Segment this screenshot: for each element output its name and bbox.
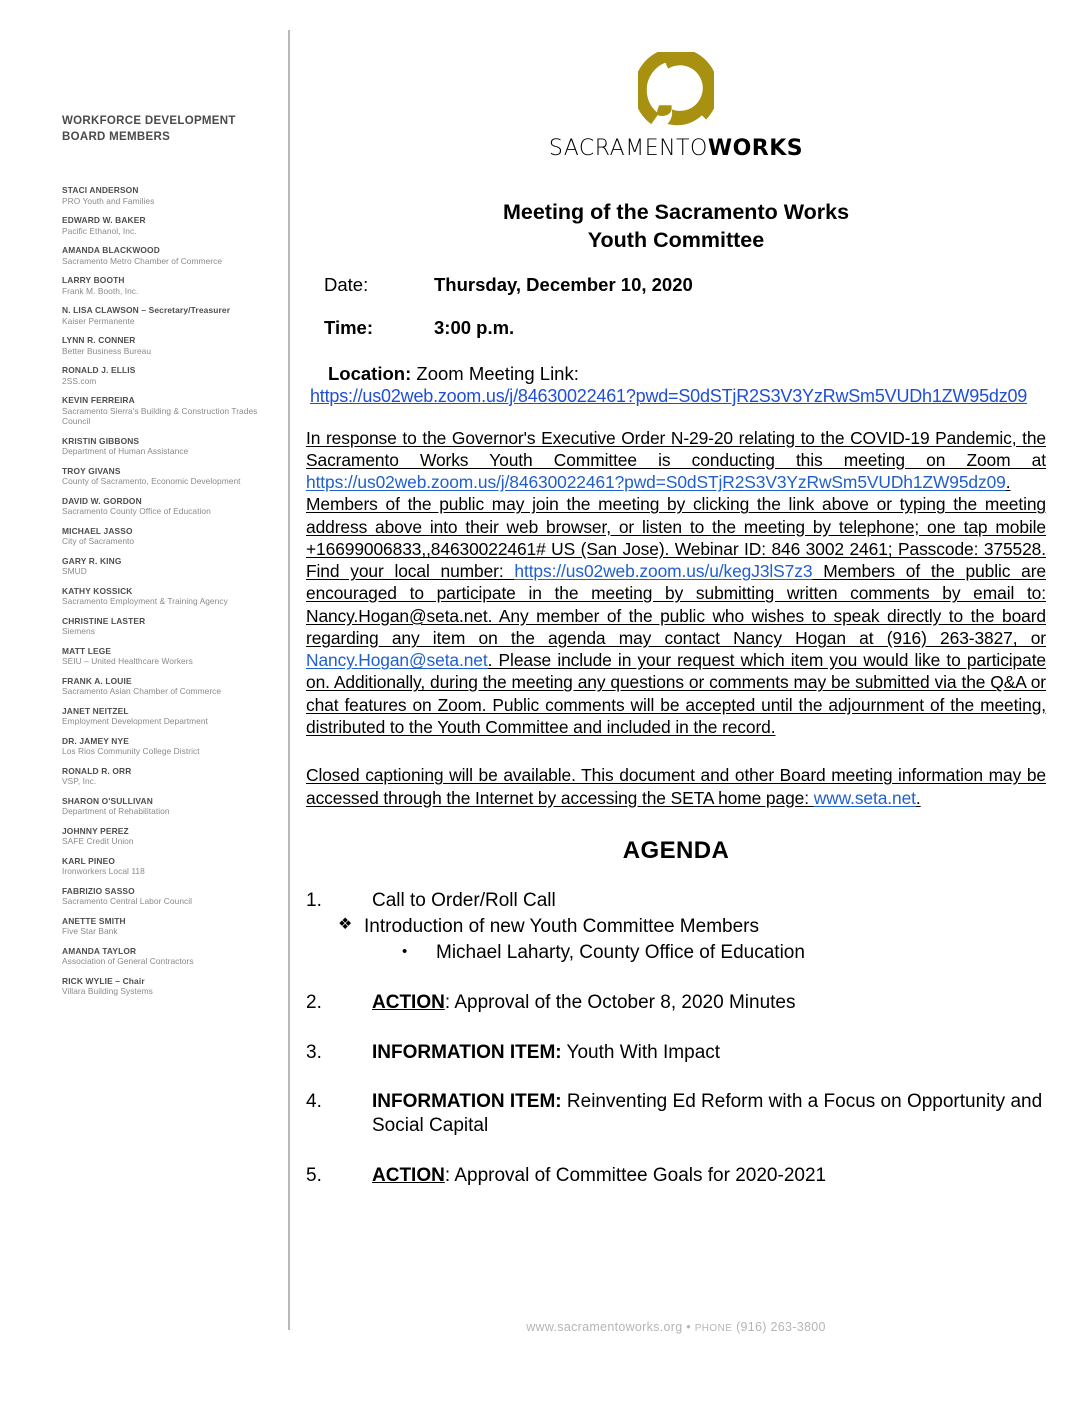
footer-website: www.sacramentoworks.org [526,1320,683,1334]
captioning-text-a: Closed captioning will be available. This document and other Board meeting information may be accessed through the Internet by accessing the SETA home page: [306,765,1046,808]
board-member-org: VSP, Inc. [62,776,97,787]
board-member [62,856,280,877]
board-member-org: County of Sacramento, Economic Development [62,476,241,487]
agenda-item [306,1164,1046,1188]
board-member-name: FABRIZIO SASSO [62,885,135,896]
agenda-item [306,991,1046,1015]
page-footer [306,1320,1046,1334]
board-member-org: SAFE Credit Union [62,836,134,847]
board-member-name: RONALD J. ELLIS [62,365,136,376]
agenda-item-kicker: ACTION [372,1165,445,1187]
board-members-list [62,185,280,997]
agenda-item-text [338,889,1046,965]
zoom-meeting-link[interactable]: https://us02web.zoom.us/j/84630022461?pwd=S0dSTjR2S3V3YzRwSm5VUDh1ZW95dz09 [310,385,1028,406]
vertical-divider [288,30,290,1330]
agenda-subsubitem [402,941,1046,965]
agenda-item-description: Call to Order/Roll Call [372,889,556,911]
board-member [62,886,280,907]
agenda-heading: AGENDA [622,836,730,864]
board-member-name: KEVIN FERREIRA [62,395,135,406]
board-member-org: Siemens [62,626,95,637]
board-member-name: DR. JAMEY NYE [62,735,129,746]
meeting-info-block [306,276,1046,405]
board-member-org: Ironworkers Local 118 [62,866,145,877]
logo-wordmark [306,134,1046,161]
agenda-item [306,889,1046,965]
meeting-location-label: Location: [328,363,412,385]
zoom-link-inline-1[interactable]: https://us02web.zoom.us/j/84630022461?pwd=S0dSTjR2S3V3YzRwSm5VUDh1ZW95dz09 [306,472,1006,493]
board-member-name: LYNN R. CONNER [62,335,136,346]
board-member-name: AMANDA BLACKWOOD [62,245,160,256]
meeting-time-row [324,316,1046,338]
agenda-list [306,889,1046,1189]
meeting-date-row [324,276,1046,295]
board-member-org: SMUD [62,566,87,577]
board-member-name: RICK WYLIE – Chair [62,975,145,986]
board-member-org: Sacramento Metro Chamber of Commerce [62,255,223,266]
board-member [62,736,280,757]
meeting-date-label: Date: [324,274,369,296]
board-member [62,706,280,727]
board-member-org: SEIU – United Healthcare Workers [62,656,193,667]
board-member-org: Pacific Ethanol, Inc. [62,225,137,236]
board-member [62,275,280,296]
board-member [62,305,280,326]
board-member [62,586,280,607]
agenda-item-text [372,1090,1046,1138]
board-member [62,916,280,937]
board-member [62,466,280,487]
board-member-name: ANETTE SMITH [62,915,126,926]
diamond-bullet-icon: ❖ [338,915,353,933]
board-member [62,826,280,847]
footer-separator: • [686,1320,691,1334]
agenda-item [306,1090,1046,1138]
board-member-name: MICHAEL JASSO [62,525,133,536]
board-member-name: RONALD R. ORR [62,765,132,776]
board-member [62,245,280,266]
board-member [62,676,280,697]
board-member-org: Sacramento Central Labor Council [62,896,193,907]
board-member-name: TROY GIVANS [62,465,121,476]
agenda-item-kicker: ACTION [372,991,445,1013]
seta-website-link[interactable]: www.seta.net [813,787,916,808]
board-member-org: Employment Development Department [62,716,208,727]
board-member-org: Sacramento County Office of Education [62,506,211,517]
agenda-item-description: Reinventing Ed Reform with a Focus on Opportunity and Social Capital [372,1091,1043,1137]
board-member-org: Five Star Bank [62,926,118,937]
board-members-sidebar [62,114,280,1006]
covid-notice-paragraph [306,427,1046,739]
board-member-name: LARRY BOOTH [62,275,125,286]
meeting-date-value: Thursday, December 10, 2020 [434,274,693,296]
notice-text-b: . Members of the public may join the meeting by clicking the link above or typing the meeting address above into their web browser, or listen to the meeting by telephone; one tap mobile +16699006833,,84630022461# US (San Jose). Webinar ID: 846 3002 2461; Passcode: 375528. Find your local number: [306,472,1046,582]
board-member-org: 2SS.com [62,375,97,386]
meeting-time-value: 3:00 p.m. [434,316,515,338]
agenda-item-number: 4. [306,1091,322,1113]
agenda-item [306,1041,1046,1065]
board-member-name: JANET NEITZEL [62,705,129,716]
board-member-org: Association of General Contractors [62,956,194,967]
board-member [62,976,280,997]
board-member [62,215,280,236]
zoom-local-number-link[interactable]: https://us02web.zoom.us/u/kegJ3lS7z3 [514,561,813,582]
board-member-name: CHRISTINE LASTER [62,615,146,626]
board-member-name: JOHNNY PEREZ [62,825,129,836]
board-member [62,496,280,517]
agenda-item-kicker: INFORMATION ITEM: [372,1041,562,1063]
agenda-item-description: Youth With Impact [561,1041,721,1063]
board-member-org: Better Business Bureau [62,345,152,356]
closed-captioning-paragraph [306,764,1046,809]
notice-text-d: . Please include in your request which item you would like to participate on. Additionally, during the meeting any questions or comments may be submitted via the Q&A or chat features on Zoom. Public comments will be accepted until the adjournment of the meeting, distributed to the Youth Committee and included in the record. [306,650,1046,737]
agenda-subsubitem-label: Michael Laharty, County Office of Education [436,941,805,963]
board-member-name: N. LISA CLAWSON – Secretary/Treasurer [62,305,231,316]
board-member [62,796,280,817]
meeting-time-label: Time: [324,316,374,338]
board-member-name: MATT LEGE [62,645,112,656]
board-member-org: City of Sacramento [62,536,135,547]
board-member-name: SHARON O'SULLIVAN [62,795,153,806]
agenda-item-description: : Approval of the October 8, 2020 Minutes [444,991,796,1013]
board-member [62,556,280,577]
dot-bullet-icon: • [402,942,408,960]
captioning-text-b: . [915,787,921,808]
board-member-name: EDWARD W. BAKER [62,215,146,226]
agenda-item-kicker: INFORMATION ITEM: [372,1091,562,1113]
main-content [306,0,1046,1214]
agenda-item-text [372,1041,1046,1065]
agenda-item-number: 3. [306,1041,322,1063]
board-member [62,185,280,206]
board-member-name: KRISTIN GIBBONS [62,435,140,446]
board-member [62,946,280,967]
board-member-name: KATHY KOSSICK [62,585,133,596]
board-member [62,395,280,427]
board-member-org: Kaiser Permanente [62,315,135,326]
sacramento-works-ring-icon [638,52,714,128]
logo-word-works: WORKS [707,136,804,161]
meeting-location-row [310,363,1046,406]
board-member-name: FRANK A. LOUIE [62,675,132,686]
board-member-org: Frank M. Booth, Inc. [62,285,139,296]
meeting-location-value: Zoom Meeting Link: [416,363,579,385]
footer-phone-label: PHONE [694,1323,733,1334]
logo-word-sacramento: SACRAMENTO [548,136,708,161]
board-member-name: KARL PINEO [62,855,115,866]
agenda-item-number: 1. [306,889,322,911]
board-member-org: Department of Rehabilitation [62,806,170,817]
board-member-name: DAVID W. GORDON [62,495,142,506]
board-member-name: STACI ANDERSON [62,185,139,196]
board-member [62,365,280,386]
notice-text-a: In response to the Governor's Executive Order N-29-20 relating to the COVID-19 Pandemic, the Sacramento Works Youth Committee is conducting this meeting on Zoom at [306,427,1046,470]
page-title-line1: Meeting of the Sacramento Works [502,200,850,224]
agenda-item-description: : Approval of Committee Goals for 2020-2021 [444,1165,827,1187]
agenda-item-text [372,991,1046,1015]
board-member-org: Los Rios Community College District [62,746,200,757]
board-member-org: Sacramento Asian Chamber of Commerce [62,686,222,697]
agenda-item-text [372,1164,1046,1188]
agenda-item-number: 5. [306,1165,322,1187]
board-member [62,335,280,356]
agenda-item-number: 2. [306,991,322,1013]
board-member-org: Sacramento Sierra's Building & Construction Trades Council [62,405,258,427]
page-title [306,199,1046,254]
agenda-subitem [338,915,1046,939]
board-member-org: Villara Building Systems [62,986,153,997]
board-member-name: GARY R. KING [62,555,122,566]
board-member [62,646,280,667]
board-member [62,766,280,787]
page-title-line2: Youth Committee [587,227,765,252]
board-member-org: Sacramento Employment & Training Agency [62,596,228,607]
sidebar-title: WORKFORCE DEVELOPMENT BOARD MEMBERS [62,115,236,143]
board-member-org: Department of Human Assistance [62,446,189,457]
agenda-subitem-label: Introduction of new Youth Committee Members [364,915,759,937]
contact-email-link[interactable]: Nancy.Hogan@seta.net [306,650,488,671]
notice-text-c: Members of the public are encouraged to participate in the meeting by submitting written comments by email to: Nancy.Hogan@seta.net. Any member of the public who wishes to speak directly to the board regarding any item on the agenda may contact Nancy Hogan at (916) 263-3827, or [306,561,1046,648]
board-member-name: AMANDA TAYLOR [62,945,137,956]
board-member [62,436,280,457]
board-member [62,526,280,547]
board-member-org: PRO Youth and Families [62,195,155,206]
organization-logo [306,52,1046,161]
footer-phone: (916) 263-3800 [736,1320,826,1334]
board-member [62,616,280,637]
